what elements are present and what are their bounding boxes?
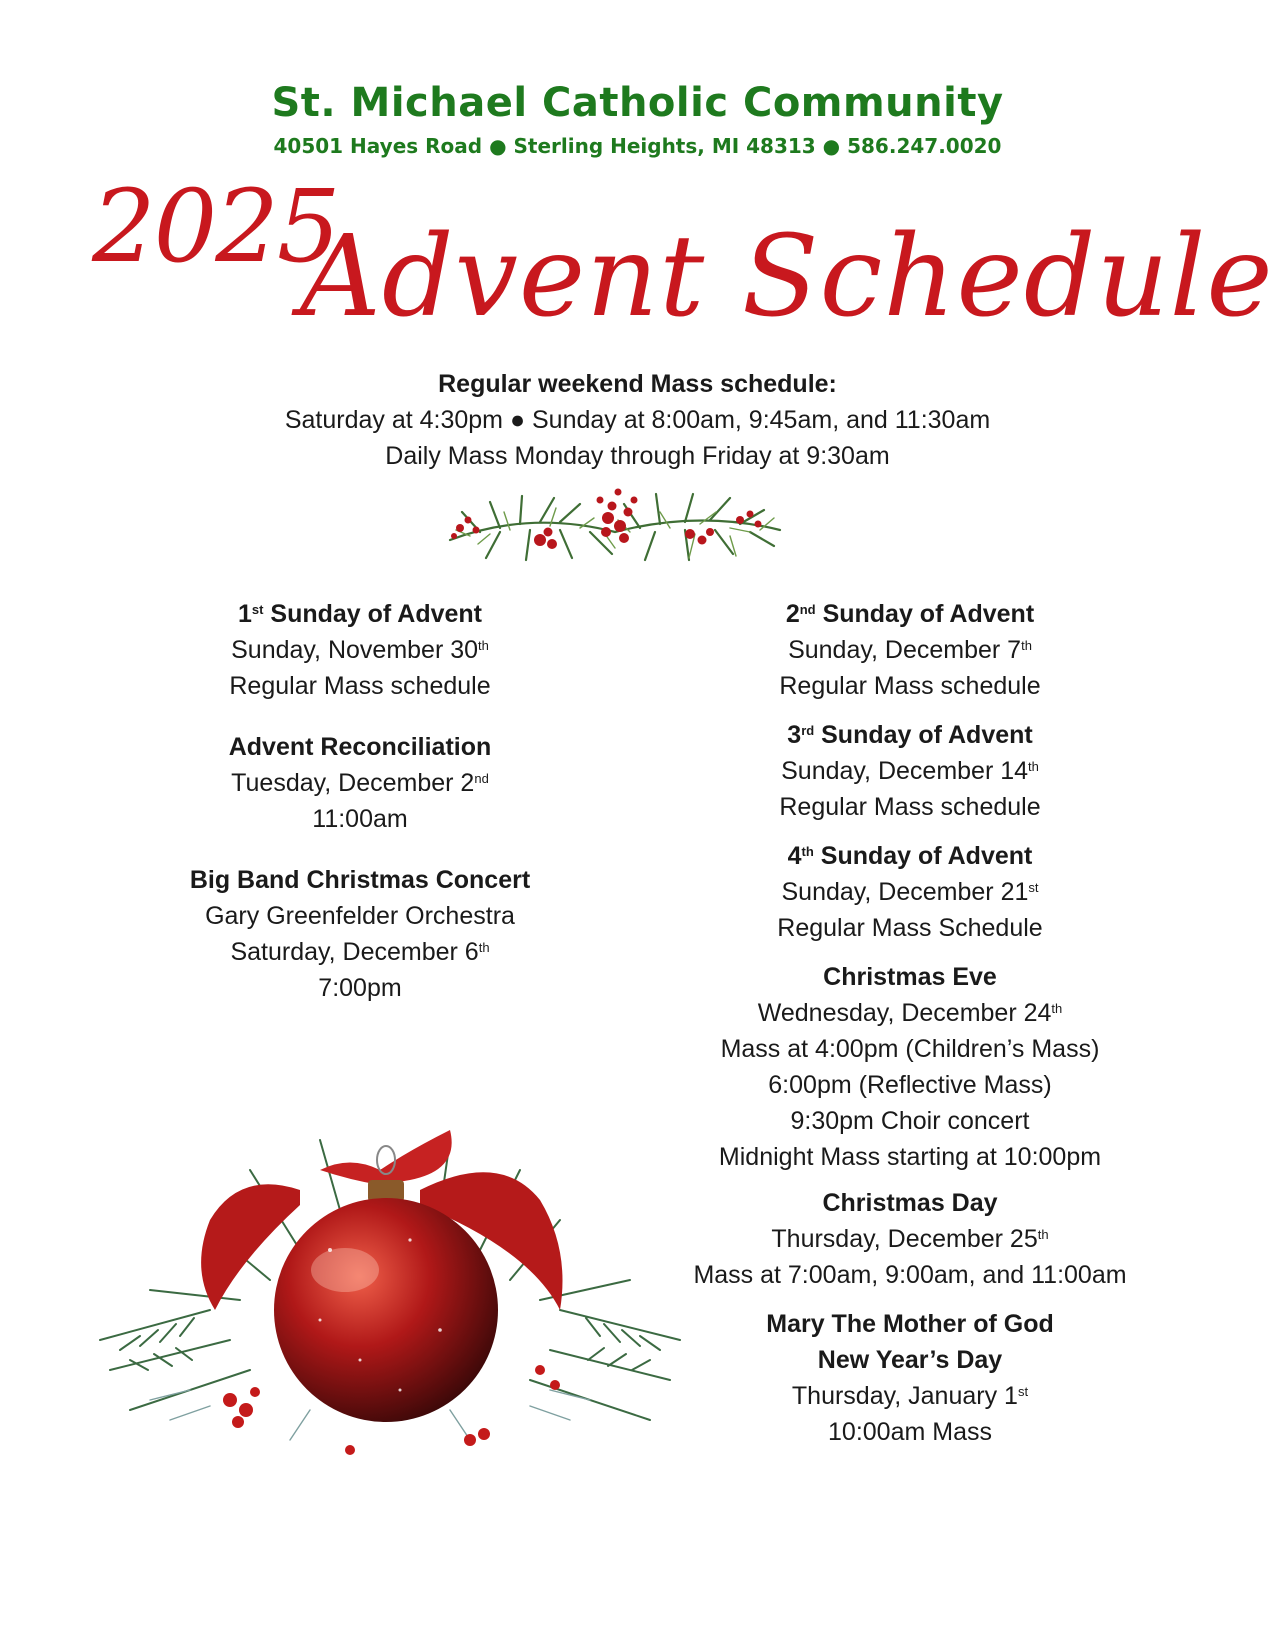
event-heading-text: Big Band Christmas Concert: [189, 866, 531, 894]
event-line-text: Regular Mass schedule: [779, 672, 1041, 700]
event-heading-text: 4: [787, 842, 802, 870]
event-line-text: 11:00am: [312, 805, 408, 833]
left-column: [110, 596, 610, 1016]
event-heading: [110, 729, 610, 765]
right-event-3: [660, 959, 1160, 1175]
left-event-2: [110, 862, 610, 1006]
event-line: [660, 874, 1160, 910]
event-line: [660, 668, 1160, 704]
event-subheading: New Year’s Day: [817, 1346, 1003, 1374]
event-line-ordinal: th: [1051, 1001, 1063, 1016]
event-line-text: Midnight Mass starting at 10:00pm: [718, 1143, 1102, 1171]
event-line: [660, 632, 1160, 668]
church-address: 40501 Hayes Road ● Sterling Heights, MI 48313 ● 586.247.0020: [273, 134, 1002, 158]
event-line-text: Mass at 4:00pm (Children’s Mass): [720, 1035, 1100, 1063]
left-event-0: [110, 596, 610, 704]
event-line: [110, 668, 610, 704]
event-line-text: Thursday, December 25: [771, 1225, 1038, 1253]
event-line-text: Regular Mass Schedule: [777, 914, 1043, 942]
event-heading-suffix: Sunday of Advent: [263, 600, 482, 628]
event-line-ordinal: st: [1017, 1384, 1029, 1399]
regular-heading: Regular weekend Mass schedule:: [438, 370, 837, 398]
event-heading-ordinal: th: [801, 844, 814, 859]
right-event-5: [660, 1306, 1160, 1450]
event-line: [660, 910, 1160, 946]
event-heading-text: Christmas Day: [822, 1189, 998, 1217]
left-event-1: [110, 729, 610, 837]
event-heading-suffix: Sunday of Advent: [813, 842, 1033, 870]
event-line-text: Sunday, November 30: [231, 636, 479, 664]
event-line: [660, 1031, 1160, 1067]
event-line: [110, 934, 610, 970]
right-event-2: [660, 838, 1160, 946]
event-line-text: 10:00am Mass: [828, 1418, 992, 1446]
event-line: [660, 789, 1160, 825]
event-heading-text: 1: [238, 600, 252, 628]
event-line-text: Saturday, December 6: [230, 938, 479, 966]
event-heading: [110, 862, 610, 898]
event-line-ordinal: th: [1037, 1227, 1049, 1242]
right-event-0: [660, 596, 1160, 704]
event-line: [110, 970, 610, 1006]
event-line: [660, 1221, 1160, 1257]
event-heading-suffix: Sunday of Advent: [815, 600, 1035, 628]
event-line-text: 7:00pm: [318, 974, 402, 1002]
regular-schedule: [0, 366, 1275, 474]
event-line-text: Gary Greenfelder Orchestra: [205, 902, 515, 930]
right-column: [660, 596, 1160, 1456]
event-heading-ordinal: st: [251, 602, 264, 617]
event-line: [110, 801, 610, 837]
event-line-text: Thursday, January 1: [791, 1382, 1018, 1410]
right-event-4: [660, 1185, 1160, 1293]
event-heading: [660, 838, 1160, 874]
event-line: [110, 898, 610, 934]
title-text: Advent Schedule: [300, 212, 1274, 342]
event-line: [660, 1103, 1160, 1139]
event-line-ordinal: st: [1028, 880, 1039, 895]
event-line: [660, 1257, 1160, 1293]
event-heading: [660, 717, 1160, 753]
event-line-text: Wednesday, December 24: [757, 999, 1052, 1027]
event-line: [660, 1139, 1160, 1175]
event-heading-text: 3: [787, 721, 802, 749]
title-year: 2025: [92, 168, 339, 285]
event-line-text: Sunday, December 7: [788, 636, 1022, 664]
church-name: St. Michael Catholic Community: [271, 80, 1004, 126]
red-ornament-icon: [90, 1110, 690, 1490]
event-line-text: Regular Mass schedule: [779, 793, 1041, 821]
event-heading-text: Christmas Eve: [823, 963, 997, 991]
event-line-text: Regular Mass schedule: [229, 672, 491, 700]
event-line-ordinal: nd: [474, 771, 489, 786]
event-line-ordinal: th: [478, 638, 489, 653]
event-line-text: Sunday, December 14: [781, 757, 1029, 785]
event-line-text: Tuesday, December 2: [231, 769, 475, 797]
right-event-1: [660, 717, 1160, 825]
event-line: [660, 995, 1160, 1031]
event-heading-text: Advent Reconciliation: [228, 733, 492, 761]
event-line: [660, 1378, 1160, 1414]
event-line-text: 6:00pm (Reflective Mass): [768, 1071, 1052, 1099]
regular-line-weekend: Saturday at 4:30pm ● Sunday at 8:00am, 9:45am, and 11:30am: [284, 406, 991, 434]
event-heading-text: 2: [785, 600, 800, 628]
event-line: [660, 1414, 1160, 1450]
event-line: [660, 753, 1160, 789]
event-line-ordinal: th: [1021, 638, 1032, 653]
event-heading: [660, 1306, 1160, 1342]
event-heading: [660, 1185, 1160, 1221]
pine-berry-garland-icon: [440, 470, 790, 595]
event-line-text: 9:30pm Choir concert: [790, 1107, 1030, 1135]
event-line-ordinal: th: [478, 940, 490, 955]
event-heading: [660, 959, 1160, 995]
event-line: [660, 1067, 1160, 1103]
event-heading-suffix: Sunday of Advent: [814, 721, 1033, 749]
event-heading-ordinal: rd: [801, 723, 815, 738]
regular-line-daily: Daily Mass Monday through Friday at 9:30am: [385, 442, 890, 470]
event-heading: [110, 596, 610, 632]
event-line: [110, 765, 610, 801]
event-heading-ordinal: nd: [799, 602, 816, 617]
event-line-ordinal: th: [1028, 759, 1039, 774]
event-heading: [660, 596, 1160, 632]
event-line-text: Sunday, December 21: [781, 878, 1029, 906]
event-heading-text: Mary The Mother of God: [766, 1310, 1054, 1338]
event-line: [110, 632, 610, 668]
event-line-text: Mass at 7:00am, 9:00am, and 11:00am: [693, 1261, 1127, 1289]
